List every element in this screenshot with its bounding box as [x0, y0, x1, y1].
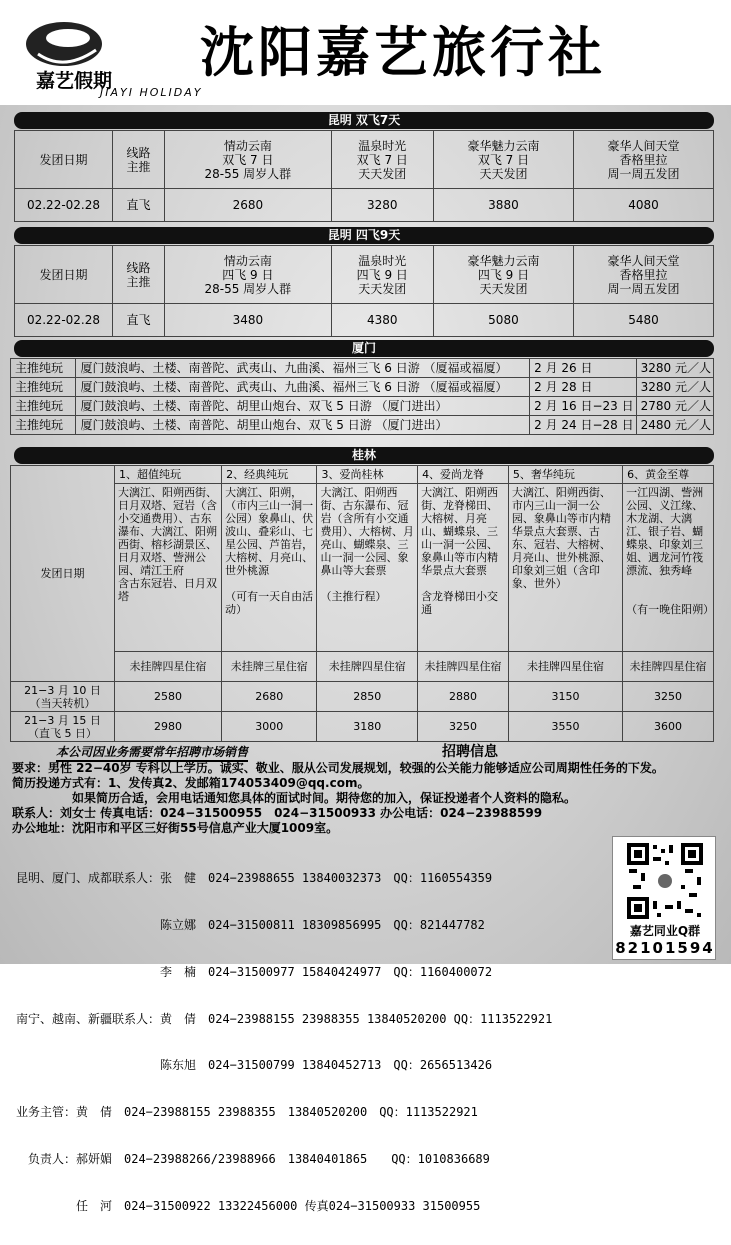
kunming7-table — [14, 130, 714, 222]
price-cell: 2850 — [317, 682, 418, 712]
package-header: 4、爱尚龙脊 — [418, 466, 509, 484]
contact-line: 陈立娜 024−31500811 18309856995 QQ：821447782 — [16, 917, 485, 932]
qr-block — [612, 836, 716, 960]
tag-cell: 主推纯玩 — [11, 378, 76, 397]
route-col: 温泉时光 四飞 9 日 天天发团 — [331, 246, 433, 304]
package-header: 2、经典纯玩 — [222, 466, 317, 484]
price-cell: 3550 — [508, 712, 622, 742]
route-col: 豪华人间天堂 香格里拉 周一周五发团 — [573, 246, 713, 304]
route-header: 线路 主推 — [113, 246, 165, 304]
price-cell: 3180 — [317, 712, 418, 742]
route-cell: 厦门鼓浪屿、土楼、南普陀、武夷山、九曲溪、福州三飞 6 日游 （厦福或福厦） — [76, 378, 530, 397]
package-desc: 一江四湖、訾洲公园、义江缘、木龙湖、大漓江、银子岩、蝴蝶泉、印象刘三姐、遇龙河竹筏漂流、独秀峰 （有一晚住阳朔） — [623, 484, 714, 652]
price-cell: 2580 — [115, 682, 222, 712]
price-cell: 4080 — [573, 189, 713, 222]
section-bar-kunming7: 昆明 双飞7天 — [14, 112, 714, 129]
recruit-line: 简历投递方式有：1、发传真2、发邮箱174053409@qq.com。 — [12, 776, 370, 790]
recruit-line: 要求：男性 22−40岁 专科以上学历。诚实、敬业、服从公司发展规划，较强的公关能力能够适应公司周期性任务的下发。 — [12, 761, 664, 775]
price-cell: 2480 元／人 — [636, 416, 713, 435]
price-cell: 3000 — [222, 712, 317, 742]
price-cell: 2680 — [222, 682, 317, 712]
price-cell: 3600 — [623, 712, 714, 742]
qr-caption: 嘉艺同业Q群 — [629, 924, 701, 938]
contact-line: 任 河 024−31500922 13322456000 传真024−31500933 31500955 — [16, 1198, 481, 1213]
contacts-block — [16, 840, 552, 1245]
date-cell: 21−3 月 15 日 （直飞 5 日） — [11, 712, 115, 742]
date-cell: 02.22-02.28 — [15, 304, 113, 337]
hotel-cell: 未挂牌四星住宿 — [317, 652, 418, 682]
package-header: 1、超值纯玩 — [115, 466, 222, 484]
kunming9-table — [14, 245, 714, 337]
hotel-cell: 未挂牌三星住宿 — [222, 652, 317, 682]
logo-text: 嘉艺假期 — [36, 70, 113, 92]
price-cell: 2680 — [165, 189, 332, 222]
date-header: 发团日期 — [11, 466, 115, 682]
recruit-left-title: 本公司因业务需要常年招聘市场销售 — [56, 745, 248, 762]
tag-cell: 主推纯玩 — [11, 359, 76, 378]
xiamen-table — [10, 358, 714, 435]
route-col: 豪华人间天堂 香格里拉 周一周五发团 — [573, 131, 713, 189]
price-cell: 3150 — [508, 682, 622, 712]
route-cell: 厦门鼓浪屿、土楼、南普陀、胡里山炮台、双飞 5 日游 （厦门进出） — [76, 416, 530, 435]
date-cell: 2 月 24 日−28 日 — [530, 416, 637, 435]
price-cell: 3250 — [418, 712, 509, 742]
price-cell: 3880 — [433, 189, 573, 222]
route-col: 豪华魅力云南 双飞 7 日 天天发团 — [433, 131, 573, 189]
price-cell: 3250 — [623, 682, 714, 712]
package-desc: 大漓江、阳朔西街、龙脊梯田、大榕树、月亮山、蝴蝶泉、三山一洞一公园、象鼻山等市内精华景点大套票 含龙脊梯田小交通 — [418, 484, 509, 652]
contact-line: 李 楠 024−31500977 15840424977 QQ：1160400072 — [16, 964, 493, 979]
recruit-line: 办公地址：沈阳市和平区三好街55号信息产业大厦1009室。 — [12, 821, 339, 835]
contact-line: 负责人：郝妍媚 024−23988266/23988966 13840401865 QQ：1010836689 — [16, 1151, 490, 1166]
route-header: 线路 主推 — [113, 131, 165, 189]
contact-line: 南宁、越南、新疆联系人：黄 倩 024−23988155 23988355 13840520200 QQ：1113522921 — [16, 1011, 553, 1026]
guilin-table — [10, 465, 714, 742]
price-cell: 3280 元／人 — [636, 378, 713, 397]
route-col: 豪华魅力云南 四飞 9 日 天天发团 — [433, 246, 573, 304]
date-cell: 21−3 月 10 日 （当天转机） — [11, 682, 115, 712]
recruit-section — [12, 745, 717, 836]
logo-bowl-icon — [24, 14, 106, 70]
contact-line: 业务主管：黄 倩 024−23988155 23988355 13840520200 QQ：1113522921 — [16, 1105, 478, 1120]
section-bar-xiamen: 厦门 — [14, 340, 714, 357]
flight-type: 直飞 — [113, 189, 165, 222]
qr-code-icon — [625, 841, 705, 921]
tag-cell: 主推纯玩 — [11, 416, 76, 435]
date-cell: 2 月 28 日 — [530, 378, 637, 397]
price-cell: 2980 — [115, 712, 222, 742]
hotel-cell: 未挂牌四星住宿 — [418, 652, 509, 682]
date-header: 发团日期 — [15, 246, 113, 304]
contact-line: 昆明、厦门、成都联系人：张 健 024−23988655 13840032373 QQ：1160554359 — [16, 871, 493, 886]
price-cell: 2780 元／人 — [636, 397, 713, 416]
route-col: 情动云南 四飞 9 日 28-55 周岁人群 — [165, 246, 332, 304]
package-header: 5、奢华纯玩 — [508, 466, 622, 484]
hotel-cell: 未挂牌四星住宿 — [115, 652, 222, 682]
price-cell: 3280 元／人 — [636, 359, 713, 378]
recruit-line: 如果简历合适，会用电话通知您具体的面试时间。期待您的加入，保证投递者个人资料的隐私。 — [12, 791, 577, 805]
price-cell: 4380 — [331, 304, 433, 337]
page-title: 沈阳嘉艺旅行社 — [200, 20, 606, 84]
recruit-right-title: 招聘信息 — [442, 744, 498, 760]
date-cell: 2 月 26 日 — [530, 359, 637, 378]
route-col: 情动云南 双飞 7 日 28-55 周岁人群 — [165, 131, 332, 189]
section-bar-kunming9: 昆明 四飞9天 — [14, 227, 714, 244]
qr-number: 82101594 — [615, 939, 715, 957]
price-cell: 5480 — [573, 304, 713, 337]
price-cell: 3280 — [331, 189, 433, 222]
contact-line: 陈东旭 024−31500799 13840452713 QQ：2656513426 — [16, 1058, 493, 1073]
package-desc: 大漓江、阳朔西街、市内三山一洞一公园、象鼻山等市内精华景点大套票、古东、冠岩、大榕树、月亮山、世外桃源、印象刘三姐（含印象、世外） — [508, 484, 622, 652]
date-header: 发团日期 — [15, 131, 113, 189]
route-col: 温泉时光 双飞 7 日 天天发团 — [331, 131, 433, 189]
price-cell: 3480 — [165, 304, 332, 337]
hotel-cell: 未挂牌四星住宿 — [508, 652, 622, 682]
recruit-line: 联系人：刘女士 传真电话：024−31500955 024−31500933 办公电话：024−23988599 — [12, 806, 543, 820]
logo-subtext: JIAYI HOLIDAY — [100, 86, 203, 99]
price-cell: 2880 — [418, 682, 509, 712]
route-cell: 厦门鼓浪屿、土楼、南普陀、武夷山、九曲溪、福州三飞 6 日游 （厦福或福厦） — [76, 359, 530, 378]
date-cell: 02.22-02.28 — [15, 189, 113, 222]
header — [0, 0, 731, 105]
package-header: 6、黄金至尊 — [623, 466, 714, 484]
price-cell: 5080 — [433, 304, 573, 337]
section-bar-guilin: 桂林 — [14, 447, 714, 464]
package-desc: 大漓江、阳朔，（市内三山一洞一公园）象鼻山、伏波山、叠彩山、七星公园、芦笛岩，大榕树、月亮山、世外桃源 （可有一天自由活动） — [222, 484, 317, 652]
route-cell: 厦门鼓浪屿、土楼、南普陀、胡里山炮台、双飞 5 日游 （厦门进出） — [76, 397, 530, 416]
tag-cell: 主推纯玩 — [11, 397, 76, 416]
package-desc: 大漓江、阳朔西街、日月双塔、冠岩（含小交通费用）、古东瀑布、大漓江、阳朔西街、榕杉湖景区、日月双塔、訾洲公园、靖江王府 含古东冠岩、日月双塔 — [115, 484, 222, 652]
hotel-cell: 未挂牌四星住宿 — [623, 652, 714, 682]
package-header: 3、爱尚桂林 — [317, 466, 418, 484]
flight-type: 直飞 — [113, 304, 165, 337]
date-cell: 2 月 16 日−23 日 — [530, 397, 637, 416]
package-desc: 大漓江、阳朔西街、古东瀑布、冠岩（含所有小交通费用）、大榕树、月亮山、蝴蝶泉、三山一洞一公园、象鼻山等大套票 （主推行程） — [317, 484, 418, 652]
